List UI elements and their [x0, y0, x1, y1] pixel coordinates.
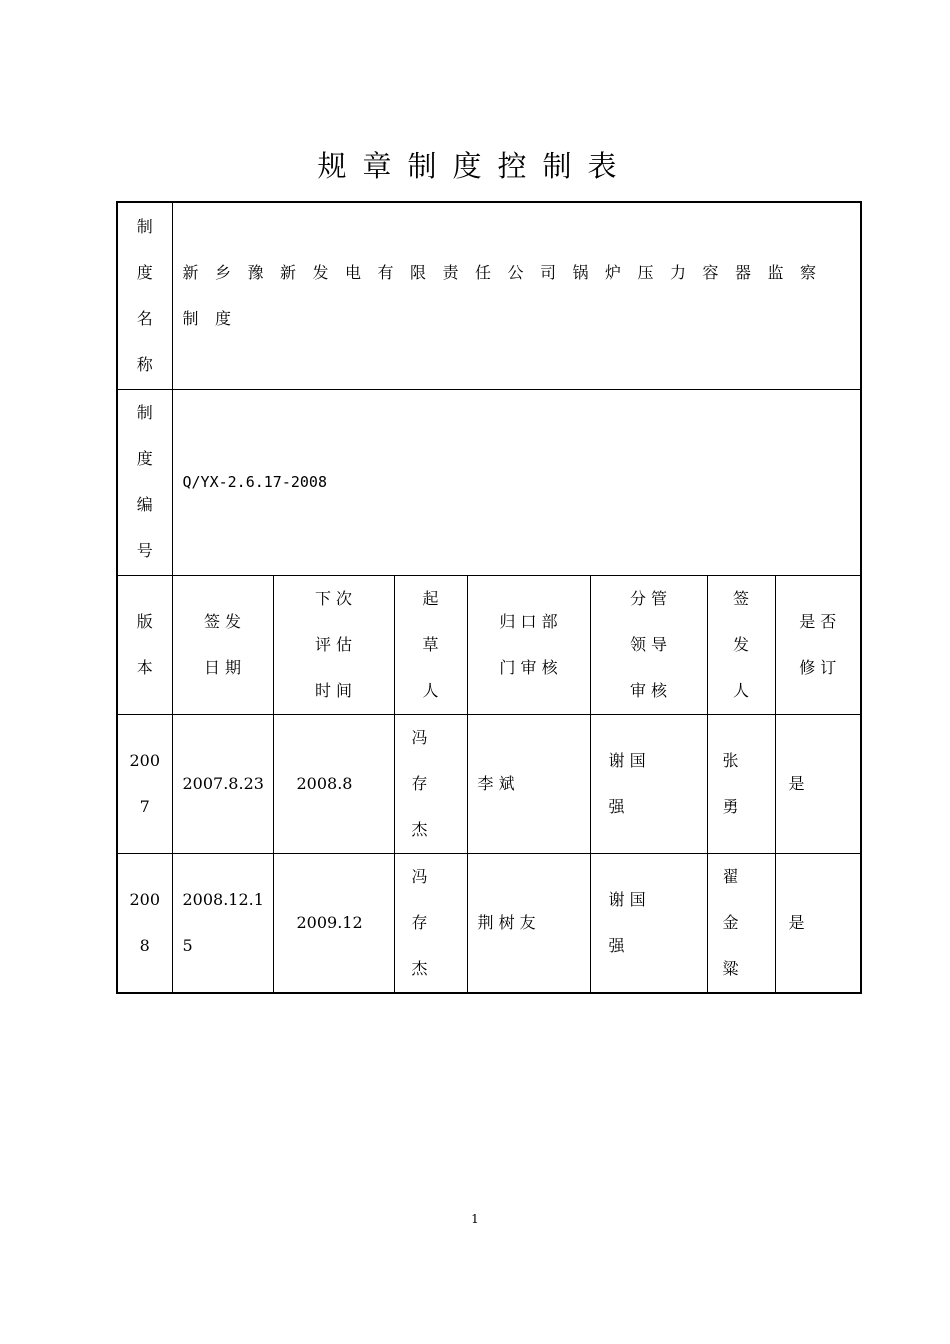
record-next-review: 2009.12 — [273, 853, 394, 993]
record-leader-review: 谢 国 强 — [590, 714, 707, 853]
regulation-number: Q/YX-2.6.17-2008 — [182, 473, 327, 491]
regulation-control-table — [116, 201, 862, 994]
name-label: 制 度 名 称 — [136, 216, 153, 374]
record-revised: 是 — [775, 714, 861, 853]
record-issue-date: 2007.8.23 — [172, 714, 273, 853]
record-issuer: 张 勇 — [707, 714, 775, 853]
name-value-cell — [172, 202, 861, 389]
table-row-number — [117, 389, 861, 575]
name-label-cell — [117, 202, 172, 389]
header-drafter: 起 草 人 — [394, 575, 467, 714]
header-version: 版 本 — [117, 575, 172, 714]
header-dept-review: 归 口 部 门 审 核 — [467, 575, 590, 714]
record-drafter: 冯 存 杰 — [394, 714, 467, 853]
record-dept-review: 李 斌 — [467, 714, 590, 853]
page-title: 规章制度控制表 — [317, 149, 633, 183]
record-dept-review: 荆 树 友 — [467, 853, 590, 993]
table-row-name — [117, 202, 861, 389]
number-value-cell — [172, 389, 861, 575]
header-issue-date: 签 发 日 期 — [172, 575, 273, 714]
page-number: 1 — [471, 1212, 479, 1226]
record-version: 200 7 — [117, 714, 172, 853]
number-label: 制 度 编 号 — [136, 403, 153, 560]
header-revised: 是 否 修 订 — [775, 575, 861, 714]
regulation-name: 新乡豫新发电有限责任公司锅炉压力容器监察 制度 — [182, 262, 833, 328]
table-row — [117, 714, 861, 853]
header-leader-review: 分 管 领 导 审 核 — [590, 575, 707, 714]
record-leader-review: 谢 国 强 — [590, 853, 707, 993]
table-row — [117, 853, 861, 993]
number-label-cell — [117, 389, 172, 575]
table-header-row — [117, 575, 861, 714]
record-next-review: 2008.8 — [273, 714, 394, 853]
record-version: 200 8 — [117, 853, 172, 993]
record-drafter: 冯 存 杰 — [394, 853, 467, 993]
record-issuer: 翟 金 粱 — [707, 853, 775, 993]
record-issue-date: 2008.12.1 5 — [172, 853, 273, 993]
header-issuer: 签 发 人 — [707, 575, 775, 714]
header-next-review: 下 次 评 估 时 间 — [273, 575, 394, 714]
record-revised: 是 — [775, 853, 861, 993]
